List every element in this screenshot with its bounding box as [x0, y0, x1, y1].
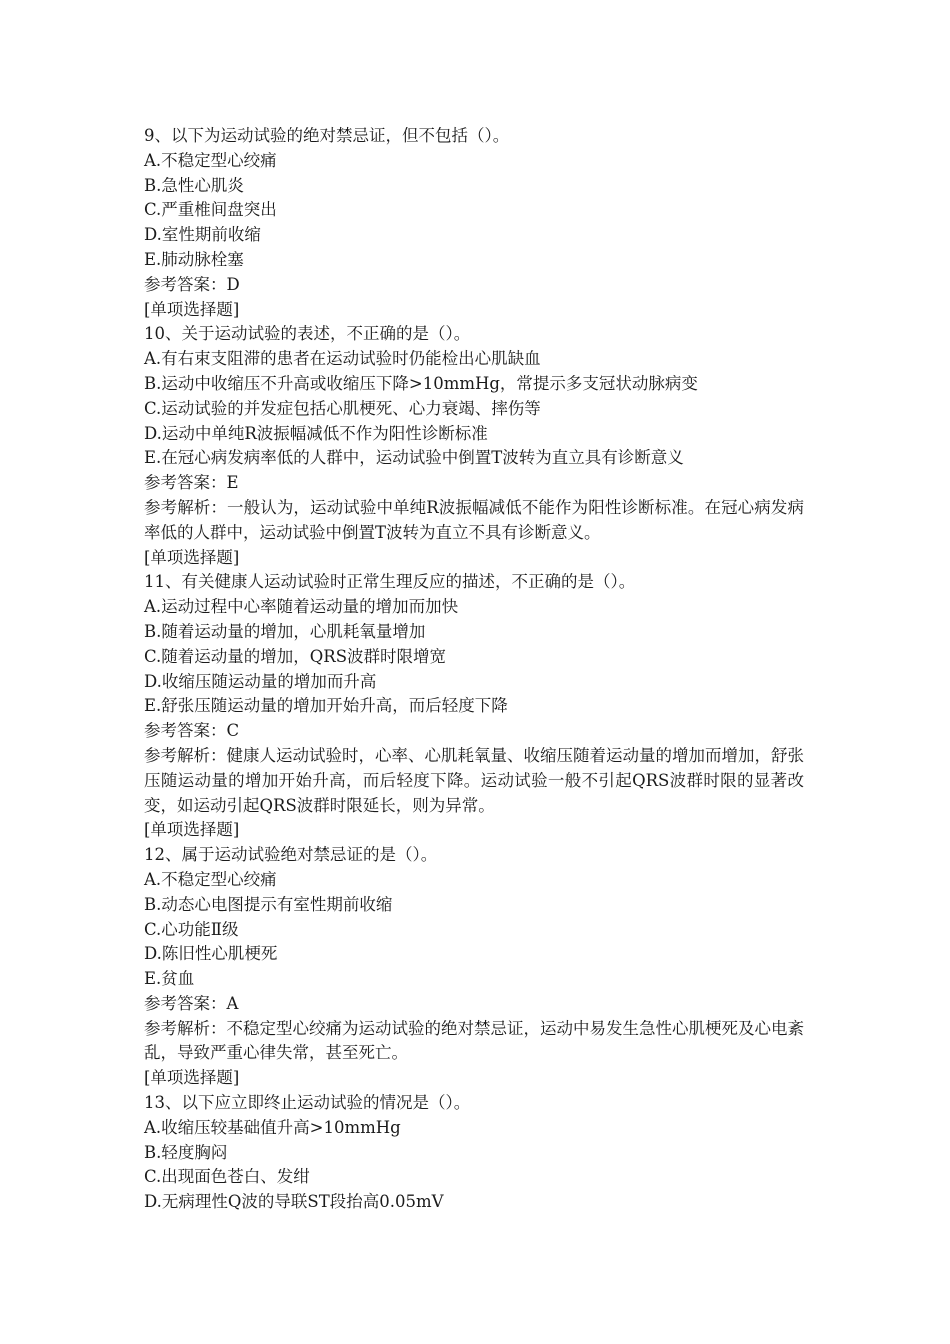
question-type: [单项选择题]	[144, 820, 240, 840]
question-11	[144, 546, 804, 819]
option-d: D.无病理性Q波的导联ST段抬高0.05mV	[144, 1192, 444, 1212]
option-d: D.运动中单纯R波振幅减低不作为阳性诊断标准	[144, 423, 488, 443]
option-e: E.舒张压随运动量的增加开始升高，而后轻度下降	[144, 696, 508, 716]
option-a: A.不稳定型心绞痛	[144, 150, 277, 170]
question-type: [单项选择题]	[144, 1068, 240, 1088]
option-d: D.室性期前收缩	[144, 225, 261, 245]
option-e: E.肺动脉栓塞	[144, 249, 244, 269]
option-a: A.不稳定型心绞痛	[144, 869, 277, 889]
option-b: B.运动中收缩压不升高或收缩压下降>10mmHg，常提示多支冠状动脉病变	[144, 373, 698, 393]
question-stem: 10、关于运动试验的表述，不正确的是（）。	[144, 324, 471, 344]
option-a: A.收缩压较基础值升高>10mmHg	[144, 1117, 401, 1137]
option-c: C.心功能Ⅱ级	[144, 919, 239, 939]
document-body	[144, 124, 804, 1215]
option-e: E.在冠心病发病率低的人群中，运动试验中倒置T波转为直立具有诊断意义	[144, 448, 684, 468]
option-b: B.急性心肌炎	[144, 175, 244, 195]
reference-analysis: 参考解析：一般认为，运动试验中单纯R波振幅减低不能作为阳性诊断标准。在冠心病发病率低的人群中，运动试验中倒置T波转为直立不具有诊断意义。	[144, 497, 804, 542]
question-stem: 11、有关健康人运动试验时正常生理反应的描述，不正确的是（）。	[144, 572, 636, 592]
reference-analysis: 参考解析：健康人运动试验时，心率、心肌耗氧量、收缩压随着运动量的增加而增加，舒张压随运动量的增加开始升高，而后轻度下降。运动试验一般不引起QRS波群时限的显著改变，如运动引起QRS波群时限延长，则为异常。	[144, 745, 804, 815]
option-d: D.陈旧性心肌梗死	[144, 944, 278, 964]
option-b: B.随着运动量的增加，心肌耗氧量增加	[144, 621, 426, 641]
reference-answer: 参考答案：A	[144, 993, 239, 1013]
question-stem: 9、以下为运动试验的绝对禁忌证，但不包括（）。	[144, 126, 510, 145]
option-a: A.运动过程中心率随着运动量的增加而加快	[144, 597, 459, 617]
option-e: E.贫血	[144, 969, 195, 989]
question-type: [单项选择题]	[144, 547, 240, 567]
option-b: B.动态心电图提示有室性期前收缩	[144, 894, 393, 914]
question-13	[144, 1066, 804, 1215]
question-stem: 13、以下应立即终止运动试验的情况是（）。	[144, 1093, 471, 1113]
option-a: A.有右束支阻滞的患者在运动试验时仍能检出心肌缺血	[144, 349, 541, 369]
reference-answer: 参考答案：D	[144, 274, 240, 294]
question-type: [单项选择题]	[144, 299, 240, 319]
option-b: B.轻度胸闷	[144, 1142, 228, 1162]
reference-analysis: 参考解析：不稳定型心绞痛为运动试验的绝对禁忌证，运动中易发生急性心肌梗死及心电紊乱，导致严重心律失常，甚至死亡。	[144, 1018, 804, 1063]
option-c: C.随着运动量的增加，QRS波群时限增宽	[144, 646, 447, 666]
question-10	[144, 298, 804, 546]
reference-answer: 参考答案：E	[144, 473, 239, 493]
option-c: C.严重椎间盘突出	[144, 200, 277, 220]
option-d: D.收缩压随运动量的增加而升高	[144, 671, 377, 691]
question-9	[144, 124, 804, 298]
question-stem: 12、属于运动试验绝对禁忌证的是（）。	[144, 845, 438, 865]
question-12	[144, 818, 804, 1066]
reference-answer: 参考答案：C	[144, 721, 240, 741]
option-c: C.运动试验的并发症包括心肌梗死、心力衰竭、摔伤等	[144, 398, 541, 418]
option-c: C.出现面色苍白、发绀	[144, 1167, 310, 1187]
